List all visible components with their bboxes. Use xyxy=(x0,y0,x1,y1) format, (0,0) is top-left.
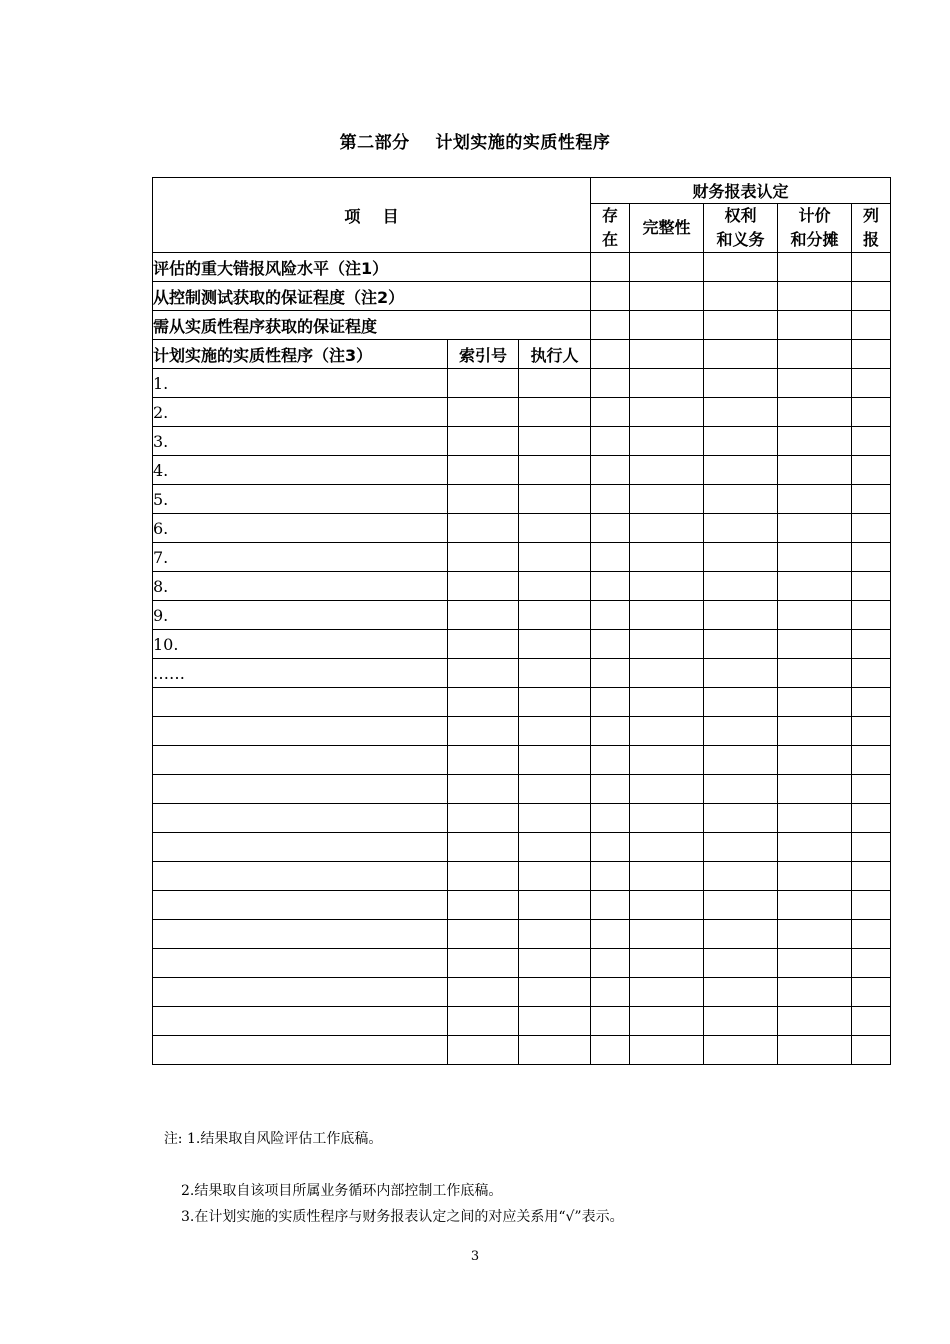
table-cell xyxy=(852,833,891,862)
table-cell xyxy=(591,456,630,485)
assertion-col-2 xyxy=(704,204,778,253)
assertion-header: 财务报表认定 xyxy=(591,178,891,204)
assertion-line1: 列 xyxy=(863,206,880,225)
table-cell xyxy=(591,427,630,456)
table-cell xyxy=(448,688,519,717)
procedure-row xyxy=(153,746,891,775)
table-cell xyxy=(704,427,778,456)
table-cell xyxy=(630,1007,704,1036)
risk-level-label: 评估的重大错报风险水平（注1） xyxy=(153,253,591,282)
table-cell xyxy=(448,920,519,949)
procedure-number xyxy=(153,746,448,775)
table-cell xyxy=(778,601,852,630)
table-cell xyxy=(852,1007,891,1036)
table-cell xyxy=(778,485,852,514)
table-cell xyxy=(704,717,778,746)
table-cell xyxy=(704,688,778,717)
procedure-row xyxy=(153,775,891,804)
table-cell xyxy=(778,949,852,978)
procedure-row xyxy=(153,920,891,949)
table-cell xyxy=(630,688,704,717)
table-cell xyxy=(852,456,891,485)
table-cell xyxy=(630,978,704,1007)
assertion-col-1 xyxy=(630,204,704,253)
assertion-line1: 存 xyxy=(602,206,619,225)
table-cell xyxy=(778,659,852,688)
table-cell xyxy=(630,949,704,978)
assertion-col-4 xyxy=(852,204,891,253)
executor-header: 执行人 xyxy=(519,340,591,369)
table-cell xyxy=(852,746,891,775)
procedure-number xyxy=(153,1036,448,1065)
table-cell xyxy=(591,862,630,891)
footnote-3: 3.在计划实施的实质性程序与财务报表认定之间的对应关系用“√”表示。 xyxy=(181,1209,624,1225)
assertion-line2: 和分摊 xyxy=(790,230,839,249)
procedure-number xyxy=(153,949,448,978)
table-cell xyxy=(630,543,704,572)
table-cell xyxy=(519,833,591,862)
table-cell xyxy=(519,572,591,601)
table-cell xyxy=(704,601,778,630)
table-cell xyxy=(704,862,778,891)
table-cell xyxy=(852,659,891,688)
assertion-line1: 计价 xyxy=(798,206,831,225)
table-cell xyxy=(448,949,519,978)
table-cell xyxy=(852,920,891,949)
procedure-number: 1. xyxy=(153,369,448,398)
procedure-number xyxy=(153,717,448,746)
page-number: 3 xyxy=(470,1249,480,1264)
table-cell xyxy=(704,369,778,398)
table-cell xyxy=(778,572,852,601)
procedure-row xyxy=(153,804,891,833)
procedure-row xyxy=(153,572,891,601)
table-cell xyxy=(630,572,704,601)
table-cell xyxy=(519,717,591,746)
table-cell xyxy=(630,485,704,514)
table-cell xyxy=(519,369,591,398)
table-cell xyxy=(448,456,519,485)
table-cell xyxy=(630,427,704,456)
table-cell xyxy=(448,427,519,456)
procedure-number xyxy=(153,833,448,862)
table-cell xyxy=(519,775,591,804)
table-cell xyxy=(519,543,591,572)
table-cell xyxy=(448,601,519,630)
table-cell xyxy=(448,1007,519,1036)
table-cell xyxy=(630,862,704,891)
table-cell xyxy=(778,630,852,659)
table-cell xyxy=(591,572,630,601)
assertion-line2: 在 xyxy=(602,230,619,249)
procedure-number: 5. xyxy=(153,485,448,514)
procedure-number xyxy=(153,804,448,833)
table-cell xyxy=(778,833,852,862)
substantive-procedures-table xyxy=(152,177,891,1065)
table-cell xyxy=(852,543,891,572)
section-title: 第二部分 计划实施的实质性程序 xyxy=(339,133,611,153)
procedure-number xyxy=(153,891,448,920)
table-cell xyxy=(591,804,630,833)
table-cell xyxy=(448,514,519,543)
footnote-prefix: 注: xyxy=(163,1131,183,1147)
procedure-row xyxy=(153,427,891,456)
table-cell xyxy=(778,688,852,717)
procedure-number: 9. xyxy=(153,601,448,630)
footnotes xyxy=(146,1100,624,1230)
table-cell xyxy=(519,630,591,659)
table-cell xyxy=(630,514,704,543)
procedure-number: …… xyxy=(153,659,448,688)
table-cell xyxy=(778,978,852,1007)
table-cell xyxy=(591,688,630,717)
table-cell xyxy=(852,891,891,920)
table-cell xyxy=(630,804,704,833)
table-cell xyxy=(591,543,630,572)
table-cell xyxy=(704,891,778,920)
table-cell xyxy=(591,630,630,659)
assertion-line2: 报 xyxy=(863,230,880,249)
assertion-line1: 完整性 xyxy=(642,218,691,237)
table-cell xyxy=(778,891,852,920)
table-cell xyxy=(852,398,891,427)
table-cell xyxy=(704,804,778,833)
procedure-row xyxy=(153,891,891,920)
table-cell xyxy=(448,630,519,659)
table-cell xyxy=(704,833,778,862)
table-cell xyxy=(448,775,519,804)
table-cell xyxy=(852,485,891,514)
footnote-1: 1.结果取自风险评估工作底稿。 xyxy=(186,1131,383,1147)
table-cell xyxy=(704,659,778,688)
table-cell xyxy=(448,804,519,833)
procedure-row xyxy=(153,456,891,485)
index-number-header: 索引号 xyxy=(448,340,519,369)
table-cell xyxy=(591,891,630,920)
table-cell xyxy=(704,746,778,775)
table-cell xyxy=(591,659,630,688)
table-cell xyxy=(778,398,852,427)
table-cell xyxy=(852,717,891,746)
table-cell xyxy=(448,862,519,891)
table-cell xyxy=(591,717,630,746)
procedure-number: 10. xyxy=(153,630,448,659)
table-cell xyxy=(448,398,519,427)
table-cell xyxy=(591,1007,630,1036)
table-cell xyxy=(630,1036,704,1065)
table-cell xyxy=(852,688,891,717)
table-cell xyxy=(519,804,591,833)
table-cell xyxy=(630,920,704,949)
table-cell xyxy=(852,514,891,543)
table-cell xyxy=(591,949,630,978)
table-cell xyxy=(704,630,778,659)
table-cell xyxy=(704,949,778,978)
procedure-number xyxy=(153,862,448,891)
table-cell xyxy=(852,804,891,833)
table-cell xyxy=(591,746,630,775)
table-cell xyxy=(591,485,630,514)
table-cell xyxy=(778,717,852,746)
table-cell xyxy=(778,920,852,949)
procedure-number: 6. xyxy=(153,514,448,543)
procedure-number: 2. xyxy=(153,398,448,427)
procedure-row xyxy=(153,833,891,862)
table-cell xyxy=(630,601,704,630)
table-cell xyxy=(448,1036,519,1065)
procedure-number: 8. xyxy=(153,572,448,601)
table-cell xyxy=(448,746,519,775)
procedure-row xyxy=(153,398,891,427)
assertion-col-3 xyxy=(778,204,852,253)
table-cell xyxy=(591,775,630,804)
procedure-row xyxy=(153,862,891,891)
table-cell xyxy=(519,1007,591,1036)
item-header: 项 目 xyxy=(153,178,591,253)
control-assurance-label: 从控制测试获取的保证程度（注2） xyxy=(153,282,591,311)
table-cell xyxy=(704,978,778,1007)
table-cell xyxy=(704,514,778,543)
table-cell xyxy=(778,1007,852,1036)
table-cell xyxy=(519,398,591,427)
table-cell xyxy=(778,543,852,572)
procedure-row xyxy=(153,949,891,978)
procedure-row xyxy=(153,543,891,572)
table-cell xyxy=(591,398,630,427)
table-cell xyxy=(630,775,704,804)
assertion-col-0 xyxy=(591,204,630,253)
procedure-number xyxy=(153,920,448,949)
table-cell xyxy=(519,1036,591,1065)
table-cell xyxy=(519,920,591,949)
planned-procedures-label: 计划实施的实质性程序（注3） xyxy=(153,340,448,369)
table-cell xyxy=(630,833,704,862)
table-cell xyxy=(591,920,630,949)
table-cell xyxy=(448,572,519,601)
procedure-row xyxy=(153,688,891,717)
assertion-line1: 权利 xyxy=(724,206,757,225)
table-cell xyxy=(448,978,519,1007)
table-cell xyxy=(852,978,891,1007)
table-cell xyxy=(519,601,591,630)
table-cell xyxy=(704,485,778,514)
procedure-row xyxy=(153,717,891,746)
table-cell xyxy=(630,398,704,427)
table-cell xyxy=(630,659,704,688)
table-cell xyxy=(778,427,852,456)
procedure-row xyxy=(153,978,891,1007)
table-cell xyxy=(704,775,778,804)
table-cell xyxy=(448,891,519,920)
table-cell xyxy=(704,398,778,427)
table-cell xyxy=(591,369,630,398)
table-cell xyxy=(852,572,891,601)
procedure-row xyxy=(153,630,891,659)
procedure-number xyxy=(153,978,448,1007)
table-cell xyxy=(519,746,591,775)
procedure-row xyxy=(153,485,891,514)
procedure-number xyxy=(153,688,448,717)
table-cell xyxy=(852,1036,891,1065)
procedure-row xyxy=(153,514,891,543)
table-cell xyxy=(448,369,519,398)
table-cell xyxy=(591,978,630,1007)
table-cell xyxy=(704,1007,778,1036)
table-cell xyxy=(591,514,630,543)
table-cell xyxy=(448,717,519,746)
table-cell xyxy=(519,862,591,891)
table-cell xyxy=(519,427,591,456)
procedure-number xyxy=(153,775,448,804)
table-cell xyxy=(630,891,704,920)
procedure-number: 4. xyxy=(153,456,448,485)
table-cell xyxy=(778,804,852,833)
table-cell xyxy=(591,601,630,630)
table-cell xyxy=(448,833,519,862)
table-cell xyxy=(630,630,704,659)
table-cell xyxy=(778,456,852,485)
table-cell xyxy=(519,456,591,485)
table-cell xyxy=(852,369,891,398)
table-cell xyxy=(852,427,891,456)
table-cell xyxy=(852,775,891,804)
table-cell xyxy=(630,717,704,746)
table-cell xyxy=(778,514,852,543)
table-cell xyxy=(852,601,891,630)
table-cell xyxy=(519,485,591,514)
procedure-row xyxy=(153,659,891,688)
assertion-line2: 和义务 xyxy=(716,230,765,249)
procedure-row xyxy=(153,1036,891,1065)
table-cell xyxy=(630,746,704,775)
table-cell xyxy=(778,369,852,398)
table-cell xyxy=(519,891,591,920)
table-cell xyxy=(591,1036,630,1065)
table-cell xyxy=(519,659,591,688)
table-cell xyxy=(778,862,852,891)
procedure-number: 7. xyxy=(153,543,448,572)
table-cell xyxy=(852,630,891,659)
table-cell xyxy=(852,949,891,978)
table-cell xyxy=(519,978,591,1007)
table-cell xyxy=(519,688,591,717)
table-cell xyxy=(630,456,704,485)
table-cell xyxy=(448,543,519,572)
table-cell xyxy=(448,659,519,688)
table-cell xyxy=(778,1036,852,1065)
table-cell xyxy=(704,1036,778,1065)
table-cell xyxy=(519,514,591,543)
table-cell xyxy=(704,456,778,485)
table-cell xyxy=(704,543,778,572)
footnote-row xyxy=(146,1100,624,1178)
procedure-number xyxy=(153,1007,448,1036)
table-cell xyxy=(778,775,852,804)
procedure-row xyxy=(153,601,891,630)
required-assurance-label: 需从实质性程序获取的保证程度 xyxy=(153,311,591,340)
table-cell xyxy=(852,862,891,891)
table-cell xyxy=(630,369,704,398)
table-cell xyxy=(704,920,778,949)
table-cell xyxy=(778,746,852,775)
table-cell xyxy=(519,949,591,978)
table-cell xyxy=(704,572,778,601)
procedure-row xyxy=(153,369,891,398)
procedure-row xyxy=(153,1007,891,1036)
procedure-number: 3. xyxy=(153,427,448,456)
footnote-2: 2.结果取自该项目所属业务循环内部控制工作底稿。 xyxy=(181,1183,503,1199)
table-cell xyxy=(591,833,630,862)
table-cell xyxy=(448,485,519,514)
